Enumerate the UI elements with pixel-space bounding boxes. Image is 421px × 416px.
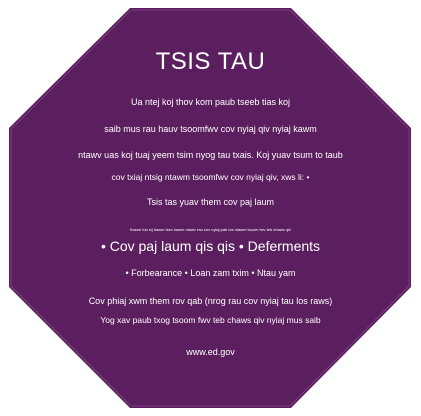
sign-line-2: saib mus rau hauv tsoomfwv cov nyiaj qiv nyiaj kawm [104, 124, 317, 134]
sign-line-8: • Forbearance • Loan zam txim • Ntau yam [125, 268, 296, 278]
sign-line-9: Cov phiaj xwm them rov qab (nrog rau cov nyiaj tau los raws) [88, 296, 333, 306]
sign-line-7-emphasis: • Cov paj laum qis qis • Deferments [100, 238, 321, 254]
sign-line-10: Yog xav paub txog tsoom fwv teb chaws qiv nyiaj mus saib [100, 315, 321, 325]
sign-line-5: Tsis tas yuav them cov paj laum [146, 197, 275, 207]
sign-title: TSIS TAU [155, 48, 266, 75]
sign-line-6-fine-print: thaum lub sij hawm tsev kawm ntawv rau cov nyiaj pab los ntawm tsoom fwv teb chaws qiv [130, 227, 291, 232]
sign-line-1: Ua ntej koj thov kom paub tseeb tias koj [130, 97, 291, 107]
sign-line-4: cov txiaj ntsig ntawm tsoomfwv cov nyiaj qiv, xws li: • [111, 172, 310, 182]
sign-line-website: www.ed.gov [186, 347, 235, 357]
sign-line-3: ntawv uas koj tuaj yeem tsim nyog tau txais. Koj yuav tsum to taub [78, 150, 343, 160]
